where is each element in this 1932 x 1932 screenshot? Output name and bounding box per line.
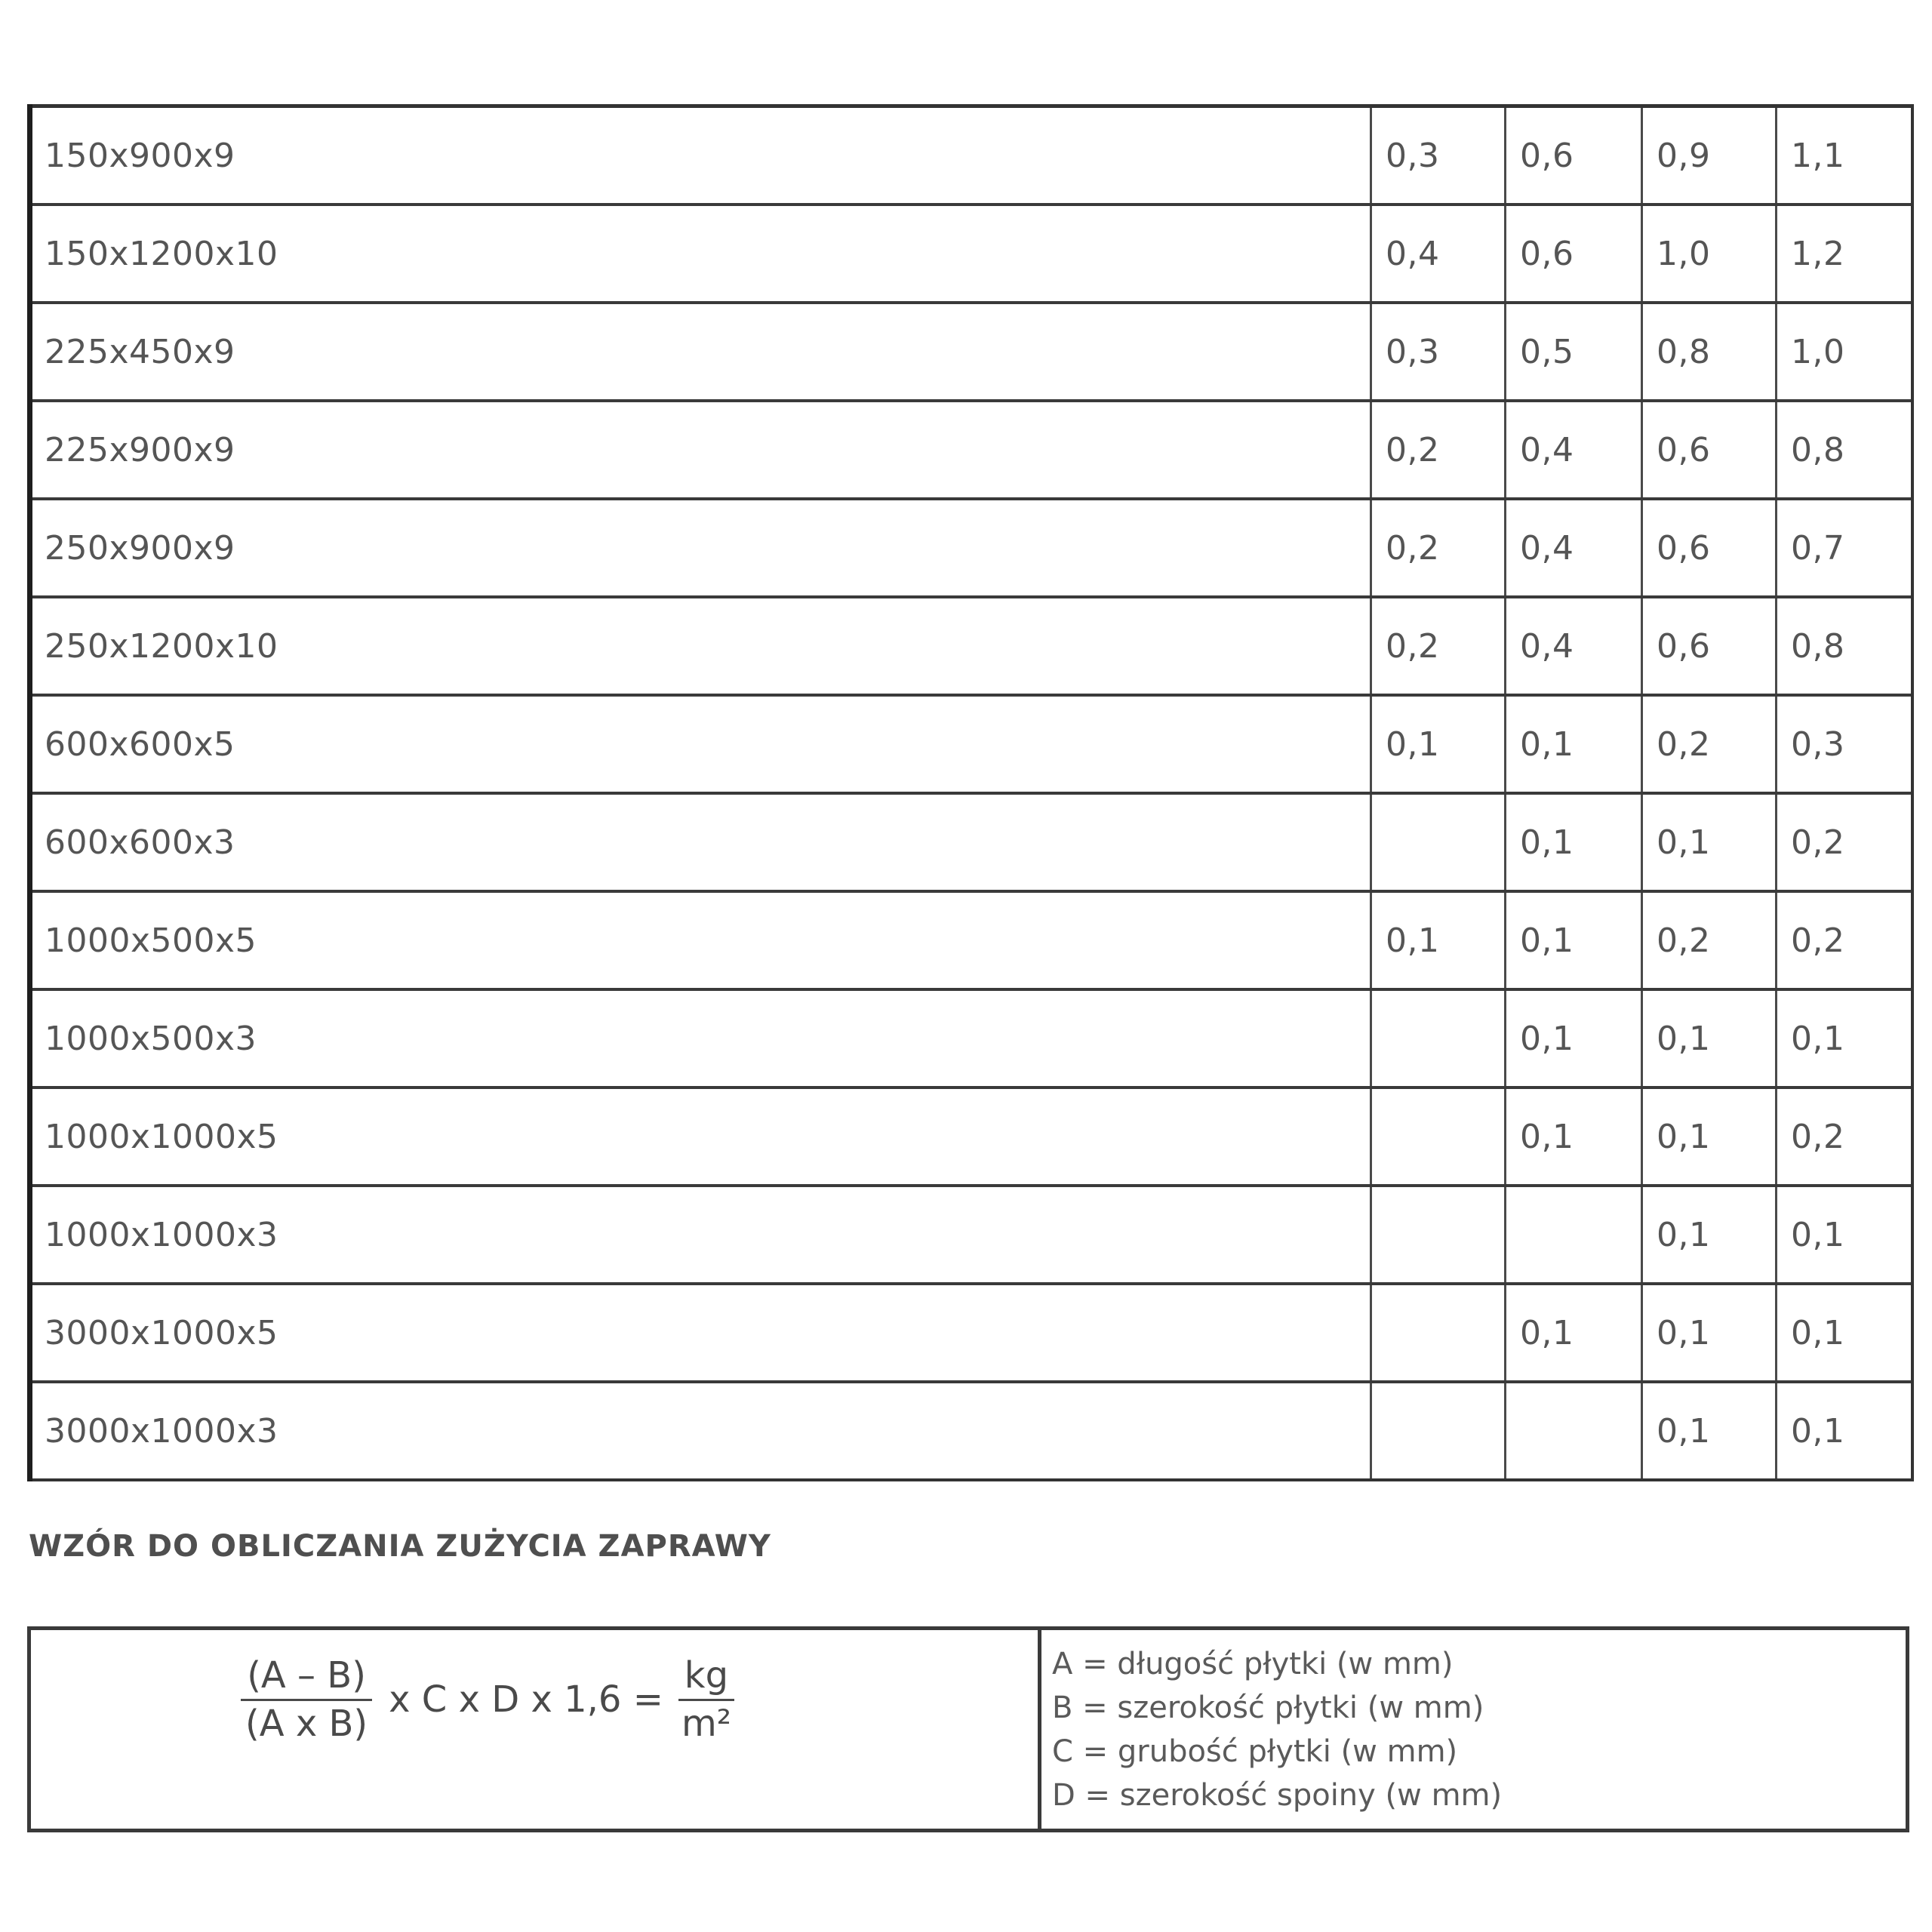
legend-item-b: B = szerokość płytki (w mm) (1052, 1690, 1484, 1725)
consumption-table-body (30, 106, 1912, 1481)
consumption-value-cell: 0,8 (1642, 303, 1777, 401)
table-row (30, 1186, 1912, 1284)
consumption-value-cell: 0,1 (1777, 1382, 1912, 1480)
consumption-value-cell: 0,4 (1506, 597, 1642, 695)
formula-fraction (239, 1656, 374, 1744)
formula-unit (675, 1656, 737, 1744)
consumption-value-cell: 0,7 (1777, 499, 1912, 597)
tile-size-cell: 1000x1000x3 (30, 1186, 1371, 1284)
consumption-value-cell (1371, 1186, 1506, 1284)
table-row (30, 1382, 1912, 1480)
table-row (30, 205, 1912, 303)
consumption-value-cell: 0,1 (1642, 1284, 1777, 1382)
consumption-value-cell: 0,1 (1506, 695, 1642, 793)
table-row (30, 1284, 1912, 1382)
table-row (30, 891, 1912, 989)
legend-item-d: D = szerokość spoiny (w mm) (1052, 1778, 1503, 1813)
tile-size-cell: 3000x1000x5 (30, 1284, 1371, 1382)
mortar-formula (239, 1656, 737, 1744)
consumption-value-cell (1371, 1088, 1506, 1186)
consumption-value-cell: 0,1 (1777, 989, 1912, 1088)
consumption-value-cell: 0,2 (1642, 891, 1777, 989)
formula-legend (1041, 1630, 1906, 1829)
consumption-value-cell (1371, 1382, 1506, 1480)
consumption-value-cell: 0,8 (1777, 597, 1912, 695)
table-row (30, 793, 1912, 891)
formula-denominator: (A x B) (245, 1702, 368, 1745)
consumption-value-cell: 0,1 (1642, 1186, 1777, 1284)
table-row (30, 1088, 1912, 1186)
consumption-value-cell: 0,2 (1371, 401, 1506, 499)
consumption-value-cell: 0,1 (1506, 891, 1642, 989)
consumption-value-cell (1506, 1186, 1642, 1284)
consumption-value-cell: 1,2 (1777, 205, 1912, 303)
consumption-value-cell: 0,4 (1506, 499, 1642, 597)
consumption-value-cell: 0,5 (1506, 303, 1642, 401)
consumption-value-cell (1506, 1382, 1642, 1480)
consumption-value-cell: 0,1 (1777, 1186, 1912, 1284)
consumption-value-cell: 0,6 (1642, 499, 1777, 597)
consumption-value-cell: 0,2 (1777, 793, 1912, 891)
table-row (30, 695, 1912, 793)
consumption-value-cell: 0,2 (1777, 891, 1912, 989)
tile-size-cell: 250x1200x10 (30, 597, 1371, 695)
consumption-value-cell: 1,0 (1777, 303, 1912, 401)
tile-size-cell: 225x450x9 (30, 303, 1371, 401)
consumption-value-cell: 0,3 (1371, 106, 1506, 205)
tile-size-cell: 600x600x5 (30, 695, 1371, 793)
consumption-table (27, 104, 1914, 1481)
consumption-value-cell (1371, 1284, 1506, 1382)
unit-numerator: kg (678, 1656, 734, 1701)
consumption-value-cell: 0,8 (1777, 401, 1912, 499)
formula-box (27, 1626, 1909, 1832)
consumption-value-cell: 0,1 (1642, 1088, 1777, 1186)
consumption-value-cell: 0,1 (1506, 793, 1642, 891)
tile-size-cell: 250x900x9 (30, 499, 1371, 597)
formula-section-title: WZÓR DO OBLICZANIA ZUŻYCIA ZAPRAWY (29, 1529, 771, 1564)
table-row (30, 303, 1912, 401)
consumption-value-cell: 0,1 (1642, 793, 1777, 891)
table-row (30, 989, 1912, 1088)
table-row (30, 401, 1912, 499)
table-row (30, 597, 1912, 695)
consumption-value-cell: 0,9 (1642, 106, 1777, 205)
tile-size-cell: 600x600x3 (30, 793, 1371, 891)
unit-denominator: m² (681, 1702, 731, 1745)
formula-multipliers: x C x D x 1,6 = (389, 1678, 663, 1721)
tile-size-cell: 150x900x9 (30, 106, 1371, 205)
tile-size-cell: 1000x1000x5 (30, 1088, 1371, 1186)
consumption-value-cell: 0,1 (1642, 1382, 1777, 1480)
consumption-value-cell: 0,1 (1777, 1284, 1912, 1382)
consumption-value-cell: 0,6 (1642, 401, 1777, 499)
tile-size-cell: 150x1200x10 (30, 205, 1371, 303)
tile-size-cell: 1000x500x3 (30, 989, 1371, 1088)
formula-panel (31, 1630, 1041, 1829)
legend-item-c: C = grubość płytki (w mm) (1052, 1734, 1458, 1769)
table-row (30, 499, 1912, 597)
consumption-value-cell: 0,1 (1506, 1088, 1642, 1186)
consumption-value-cell: 0,1 (1642, 989, 1777, 1088)
formula-numerator: (A – B) (241, 1656, 372, 1701)
consumption-value-cell (1371, 793, 1506, 891)
consumption-value-cell: 0,2 (1642, 695, 1777, 793)
consumption-value-cell: 0,4 (1506, 401, 1642, 499)
consumption-value-cell: 0,2 (1371, 499, 1506, 597)
consumption-value-cell: 0,6 (1642, 597, 1777, 695)
consumption-value-cell: 0,6 (1506, 106, 1642, 205)
consumption-value-cell (1371, 989, 1506, 1088)
consumption-value-cell: 1,1 (1777, 106, 1912, 205)
tile-size-cell: 225x900x9 (30, 401, 1371, 499)
consumption-value-cell: 0,1 (1506, 1284, 1642, 1382)
consumption-value-cell: 0,4 (1371, 205, 1506, 303)
consumption-value-cell: 0,1 (1371, 891, 1506, 989)
legend-item-a: A = długość płytki (w mm) (1052, 1647, 1454, 1681)
consumption-value-cell: 0,3 (1371, 303, 1506, 401)
consumption-value-cell: 0,2 (1371, 597, 1506, 695)
tile-size-cell: 1000x500x5 (30, 891, 1371, 989)
consumption-value-cell: 0,1 (1371, 695, 1506, 793)
consumption-value-cell: 0,1 (1506, 989, 1642, 1088)
consumption-value-cell: 1,0 (1642, 205, 1777, 303)
consumption-value-cell: 0,2 (1777, 1088, 1912, 1186)
table-row (30, 106, 1912, 205)
tile-size-cell: 3000x1000x3 (30, 1382, 1371, 1480)
consumption-value-cell: 0,3 (1777, 695, 1912, 793)
consumption-value-cell: 0,6 (1506, 205, 1642, 303)
